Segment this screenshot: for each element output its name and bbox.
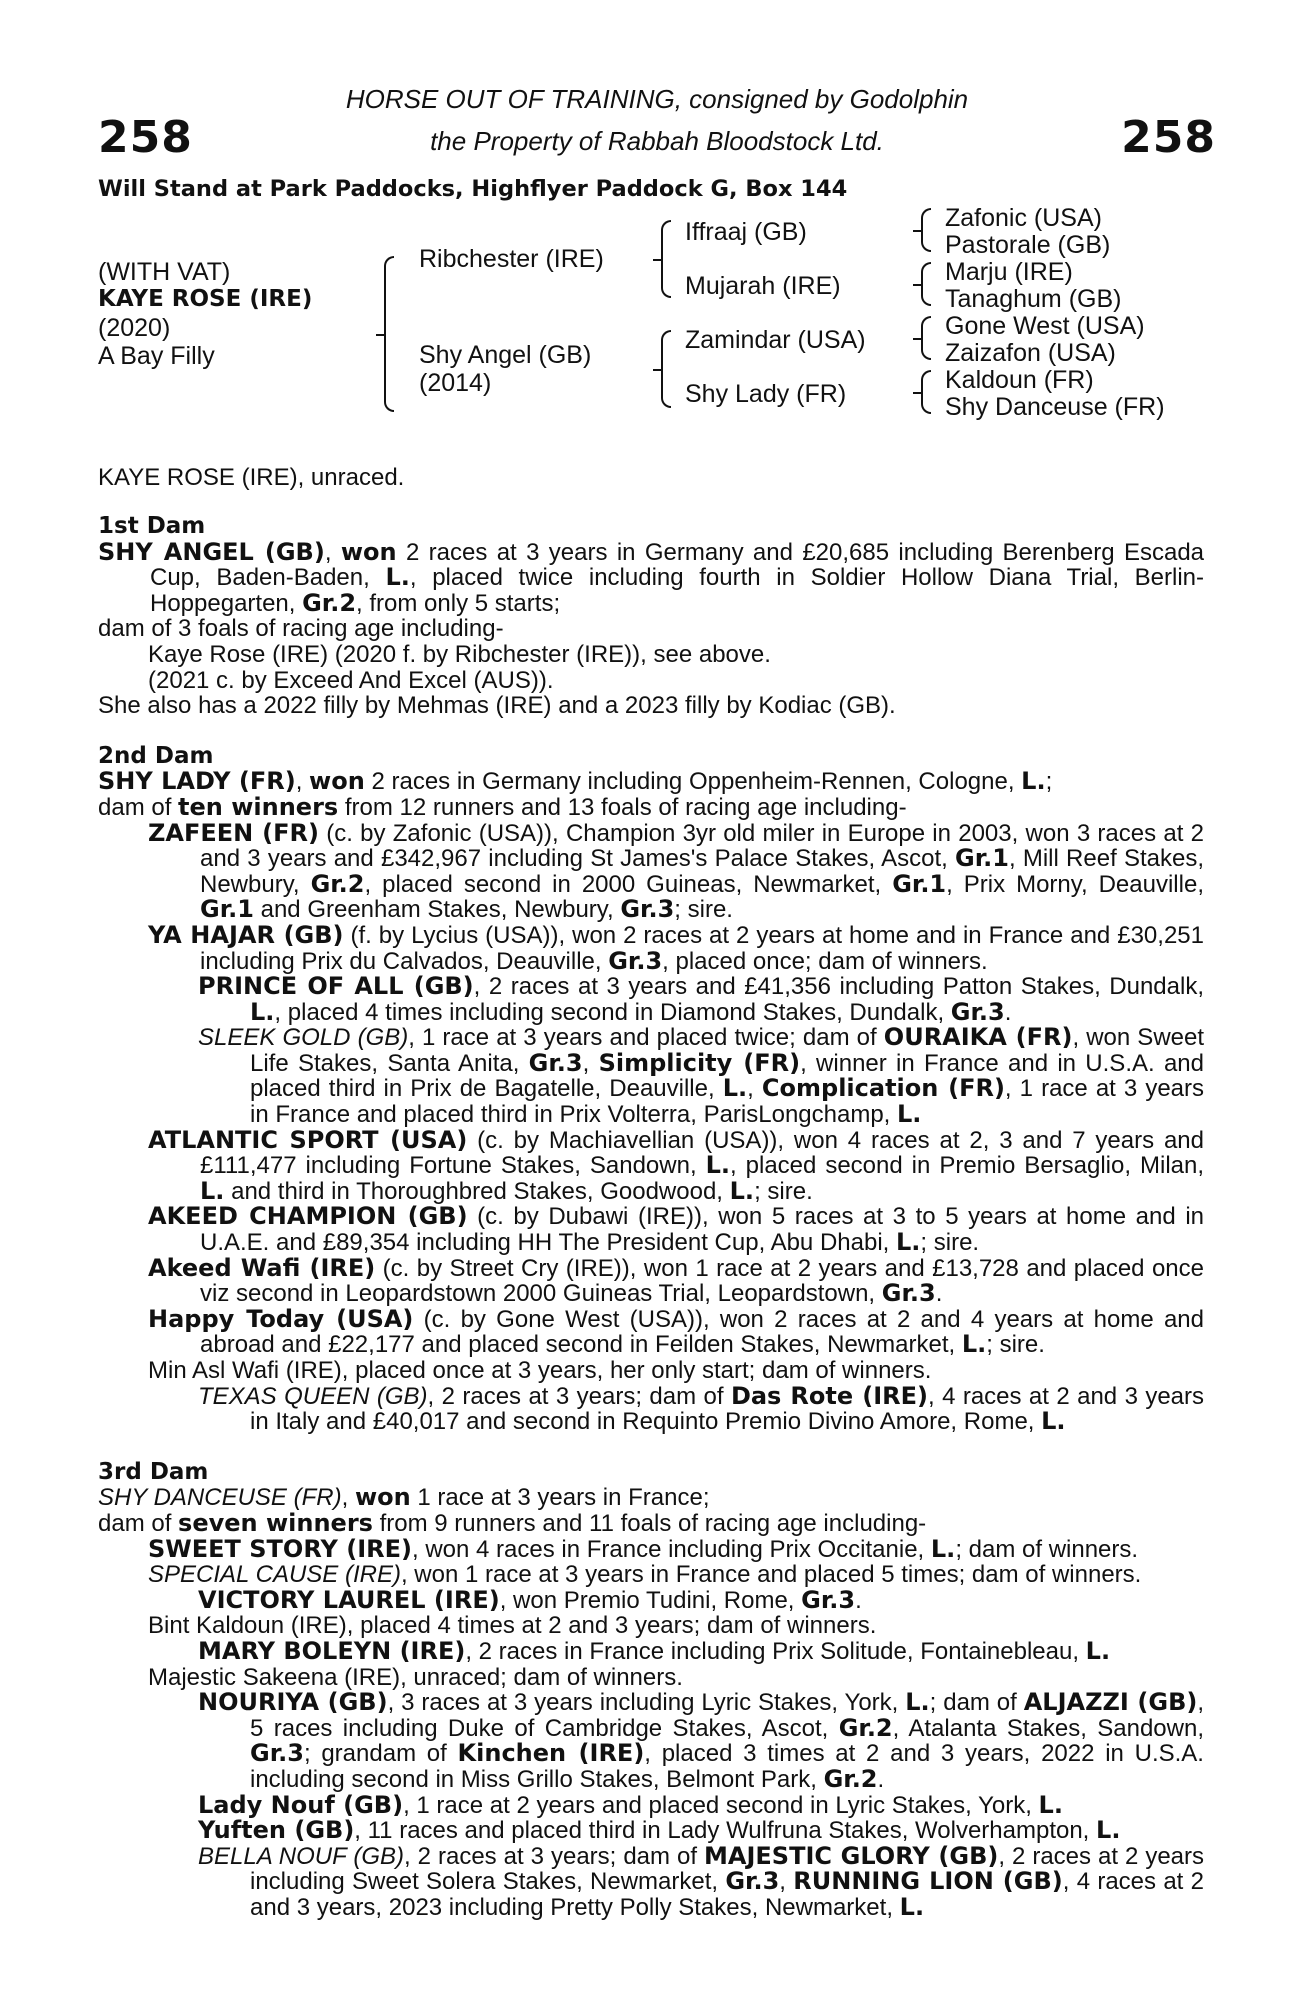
ped-ssd: Pastorale (GB) xyxy=(945,231,1111,259)
progeny-majestic-sakeena: Majestic Sakeena (IRE), unraced; dam of winners. xyxy=(148,1663,683,1691)
progeny-sleek-gold: SLEEK GOLD (GB), 1 race at 3 years and placed twice; dam of OURAIKA (FR), won Sweet Life Stakes, Santa Anita, Gr.3, Simplicity (FR), winner in France and in U.S.A. and placed third in Prix de Bagatelle, Deauville, L., Complication (FR), 1 race at 3 years in France and placed third in Prix Volterra, ParisLongchamp, L. xyxy=(198,1023,1205,1129)
second-dam-heading: 2nd Dam xyxy=(98,742,214,769)
ped-dsd: Zaizafon (USA) xyxy=(945,339,1116,367)
progeny-min-asl-wafi: Min Asl Wafi (IRE), placed once at 3 years, her only start; dam of winners. xyxy=(148,1357,932,1384)
pedigree-brace-3d xyxy=(921,370,931,414)
progeny-lady-nouf: Lady Nouf (GB), 1 race at 2 years and placed second in Lyric Stakes, York, L. xyxy=(198,1790,1063,1819)
lot-number-left: 258 xyxy=(98,112,193,163)
progeny-akeed-champion: AKEED CHAMPION (GB) (c. by Dubawi (IRE)), won 5 races at 3 to 5 years at home and in U.A.E. and £89,354 including HH The President Cup, Abu Dhabi, L.; sire. xyxy=(148,1202,1205,1257)
horse-name: KAYE ROSE (IRE) xyxy=(98,286,313,312)
progeny-atlantic-sport: ATLANTIC SPORT (USA) (c. by Machiavellian (USA)), won 4 races at 2, 3 and 7 years and £111,477 including Fortune Stakes, Sandown, L., placed second in Premio Bersaglio, Milan, L. and third in Thoroughbred Stakes, Goodwood, L.; sire. xyxy=(148,1125,1205,1205)
horse-year: (2020) xyxy=(98,314,171,342)
first-dam-also: She also has a 2022 filly by Mehmas (IRE) and a 2023 filly by Kodiac (GB). xyxy=(98,692,896,720)
pedigree-brace-2a xyxy=(661,220,671,298)
stand-line: Will Stand at Park Paddocks, Highflyer Paddock G, Box 144 xyxy=(98,176,848,202)
ped-dds: Kaldoun (FR) xyxy=(945,366,1094,394)
ped-sss: Zafonic (USA) xyxy=(945,204,1102,232)
progeny-akeed-wafi: Akeed Wafi (IRE) (c. by Street Cry (IRE)), won 1 race at 2 years and £13,728 and placed once viz second in Leopardstown 2000 Guineas Trial, Leopardstown, Gr.3. xyxy=(148,1253,1205,1308)
progeny-happy-today: Happy Today (USA) (c. by Gone West (USA)), won 2 races at 2 and 4 years at home and abroad and £22,177 and placed second in Feilden Stakes, Newmarket, L.; sire. xyxy=(148,1304,1204,1359)
progeny-sweet-story: SWEET STORY (IRE), won 4 races in France including Prix Occitanie, L.; dam of winners. xyxy=(148,1534,1139,1563)
dam-sire: Zamindar (USA) xyxy=(685,326,866,354)
property-line: the Property of Rabbah Bloodstock Ltd. xyxy=(430,126,884,156)
pedigree-brace-3b xyxy=(921,262,931,306)
progeny-yuften: Yuften (GB), 11 races and placed third in Lady Wulfruna Stakes, Wolverhampton, L. xyxy=(198,1816,1121,1845)
catalogue-body xyxy=(98,514,1204,1920)
horse-description: A Bay Filly xyxy=(98,342,215,370)
progeny-nouriya: NOURIYA (GB), 3 races at 3 years including Lyric Stakes, York, L.; dam of ALJAZZI (GB), 5 races including Duke of Cambridge Stakes, Ascot, Gr.2, Atalanta Stakes, Sandown, Gr.3; grandam of Kinchen (IRE), placed 3 times at 2 and 3 years, 2022 in U.S.A. including second in Miss Grillo Stakes, Belmont Park, Gr.2. xyxy=(198,1688,1205,1793)
progeny-texas-queen: TEXAS QUEEN (GB), 2 races at 3 years; dam of Das Rote (IRE), 4 races at 2 and 3 years in Italy and £40,017 and second in Requinto Premio Divino Amore, Rome, L. xyxy=(198,1381,1205,1436)
progeny-victory-laurel: VICTORY LAUREL (IRE), won Premio Tudini, Rome, Gr.3. xyxy=(198,1585,862,1614)
progeny-bint-kaldoun: Bint Kaldoun (IRE), placed 4 times at 2 and 3 years; dam of winners. xyxy=(148,1612,877,1640)
third-dam-summary: dam of seven winners from 9 runners and 11 foals of racing age including- xyxy=(98,1508,927,1537)
lot-number-right: 258 xyxy=(1121,112,1216,163)
ped-dss: Gone West (USA) xyxy=(945,312,1145,340)
progeny-prince-of-all: PRINCE OF ALL (GB), 2 races at 3 years and £41,356 including Patton Stakes, Dundalk, L., placed 4 times including second in Diamond Stakes, Dundalk, Gr.3. xyxy=(198,972,1205,1026)
vat-label: (WITH VAT) xyxy=(98,258,231,286)
first-dam-heading: 1st Dam xyxy=(98,513,206,539)
first-dam-entry: SHY ANGEL (GB), won 2 races at 3 years in Germany and £20,685 including Berenberg Escada Cup, Baden-Baden, L., placed twice including fourth in Soldier Hollow Diana Trial, Berlin-Hoppegarten, Gr.2, from only 5 starts; xyxy=(98,537,1205,617)
ped-sds: Marju (IRE) xyxy=(945,258,1073,286)
second-dam-summary: dam of ten winners from 12 runners and 13 foals of racing age including- xyxy=(98,792,907,821)
pedigree-brace-2b xyxy=(661,330,671,408)
ped-ddd: Shy Danceuse (FR) xyxy=(945,393,1165,421)
ped-sdd: Tanaghum (GB) xyxy=(945,285,1122,313)
dam-dam: Shy Lady (FR) xyxy=(685,380,847,408)
pedigree-brace-3c xyxy=(921,316,931,360)
first-dam-foal-2: (2021 c. by Exceed And Excel (AUS)). xyxy=(148,666,554,694)
intro-line: KAYE ROSE (IRE), unraced. xyxy=(98,464,405,491)
pedigree-brace-1 xyxy=(384,256,394,412)
progeny-special-cause: SPECIAL CAUSE (IRE), won 1 race at 3 years in France and placed 5 times; dam of winners. xyxy=(148,1561,1142,1589)
second-dam-entry: SHY LADY (FR), won 2 races in Germany including Oppenheim-Rennen, Cologne, L.; xyxy=(98,767,1053,796)
progeny-zafeen: ZAFEEN (FR) (c. by Zafonic (USA)), Champion 3yr old miler in Europe in 2003, won 3 races at 2 and 3 years and £342,967 including St James's Palace Stakes, Ascot, Gr.1, Mill Reef Stakes, Newbury, Gr.2, placed second in 2000 Guineas, Newmarket, Gr.1, Prix Morny, Deauville, Gr.1 and Greenham Stakes, Newbury, Gr.3; sire. xyxy=(148,818,1204,924)
progeny-mary-boleyn: MARY BOLEYN (IRE), 2 races in France including Prix Solitude, Fontainebleau, L. xyxy=(198,1636,1111,1665)
sire-dam: Mujarah (IRE) xyxy=(685,272,841,300)
progeny-ya-hajar: YA HAJAR (GB) (f. by Lycius (USA)), won 2 races at 2 years at home and in France and £30,251 including Prix du Calvados, Deauville, Gr.3, placed once; dam of winners. xyxy=(148,920,1204,975)
progeny-bella-nouf: BELLA NOUF (GB), 2 races at 3 years; dam of MAJESTIC GLORY (GB), 2 races at 2 years including Sweet Solera Stakes, Newmarket, Gr.3, RUNNING LION (GB), 4 races at 2 and 3 years, 2023 including Pretty Polly Stakes, Newmarket, L. xyxy=(198,1841,1205,1921)
pedigree-brace-3a xyxy=(921,208,931,252)
first-dam-foal-1: Kaye Rose (IRE) (2020 f. by Ribchester (IRE)), see above. xyxy=(148,640,771,668)
consignor-line: HORSE OUT OF TRAINING, consigned by Godolphin xyxy=(345,84,969,114)
dam: Shy Angel (GB) xyxy=(419,341,592,369)
sire: Ribchester (IRE) xyxy=(419,245,604,273)
dam-year: (2014) xyxy=(419,369,492,397)
third-dam-heading: 3rd Dam xyxy=(98,1458,209,1485)
sire-sire: Iffraaj (GB) xyxy=(685,218,807,246)
first-dam-foals: dam of 3 foals of racing age including- xyxy=(98,615,504,643)
third-dam-entry: SHY DANCEUSE (FR), won 1 race at 3 years in France; xyxy=(98,1483,710,1512)
